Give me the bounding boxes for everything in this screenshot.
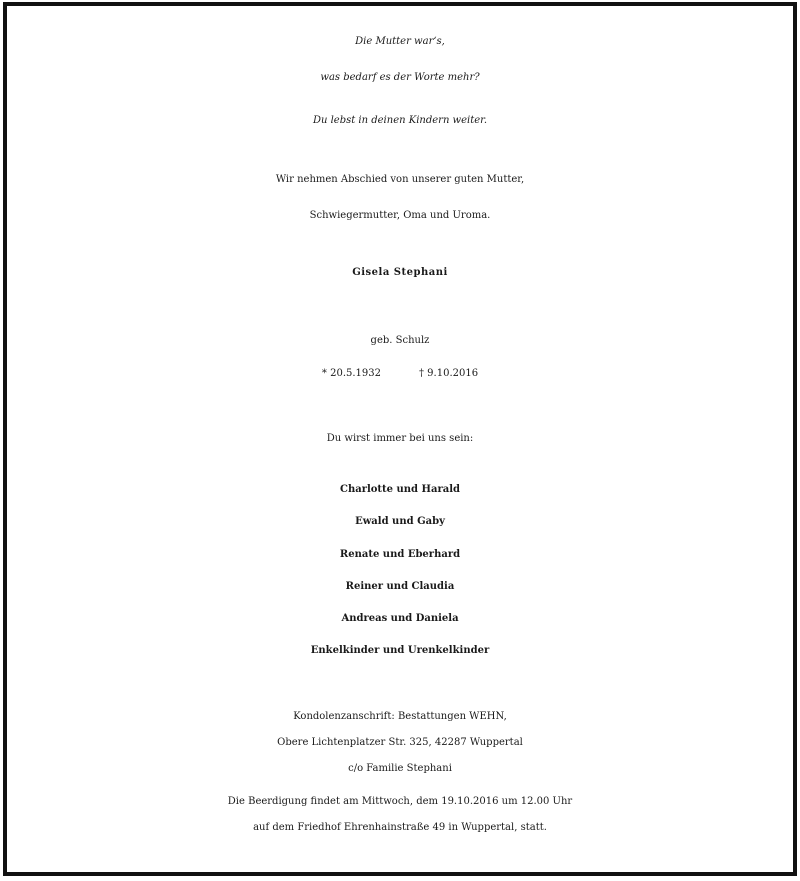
condolence-line-1: Kondolenzanschrift: Bestattungen WEHN, <box>293 711 507 722</box>
death-date: † 9.10.2016 <box>419 368 479 379</box>
intro-line-2: Schwiegermutter, Oma und Uroma. <box>309 210 491 221</box>
condolence-line-3: c/o Familie Stephani <box>348 763 452 774</box>
birth-name: geb. Schulz <box>370 335 430 346</box>
family-member-2: Ewald und Gaby <box>355 516 445 527</box>
motto-line-2: was bedarf es der Worte mehr? <box>320 72 480 83</box>
funeral-line-1: Die Beerdigung findet am Mittwoch, dem 19.10.2016 um 12.00 Uhr <box>227 796 573 807</box>
family-member-6: Enkelkinder und Urenkelkinder <box>310 645 490 656</box>
life-dates <box>7 368 793 379</box>
family-member-1: Charlotte und Harald <box>339 484 460 495</box>
family-member-3: Renate und Eberhard <box>339 549 461 560</box>
obituary-notice <box>3 2 797 876</box>
family-member-5: Andreas und Daniela <box>341 613 459 624</box>
condolence-line-2: Obere Lichtenplatzer Str. 325, 42287 Wuppertal <box>277 737 523 748</box>
motto-line-3: Du lebst in deinen Kindern weiter. <box>312 115 488 126</box>
motto-line-1: Die Mutter war‘s, <box>355 36 445 47</box>
family-member-4: Reiner und Claudia <box>345 581 455 592</box>
deceased-name: Gisela Stephani <box>352 267 448 278</box>
farewell-line: Du wirst immer bei uns sein: <box>326 433 474 444</box>
funeral-line-2: auf dem Friedhof Ehrenhainstraße 49 in Wuppertal, statt. <box>253 822 547 833</box>
intro-line-1: Wir nehmen Abschied von unserer guten Mutter, <box>275 174 525 185</box>
birth-date: * 20.5.1932 <box>321 368 381 379</box>
